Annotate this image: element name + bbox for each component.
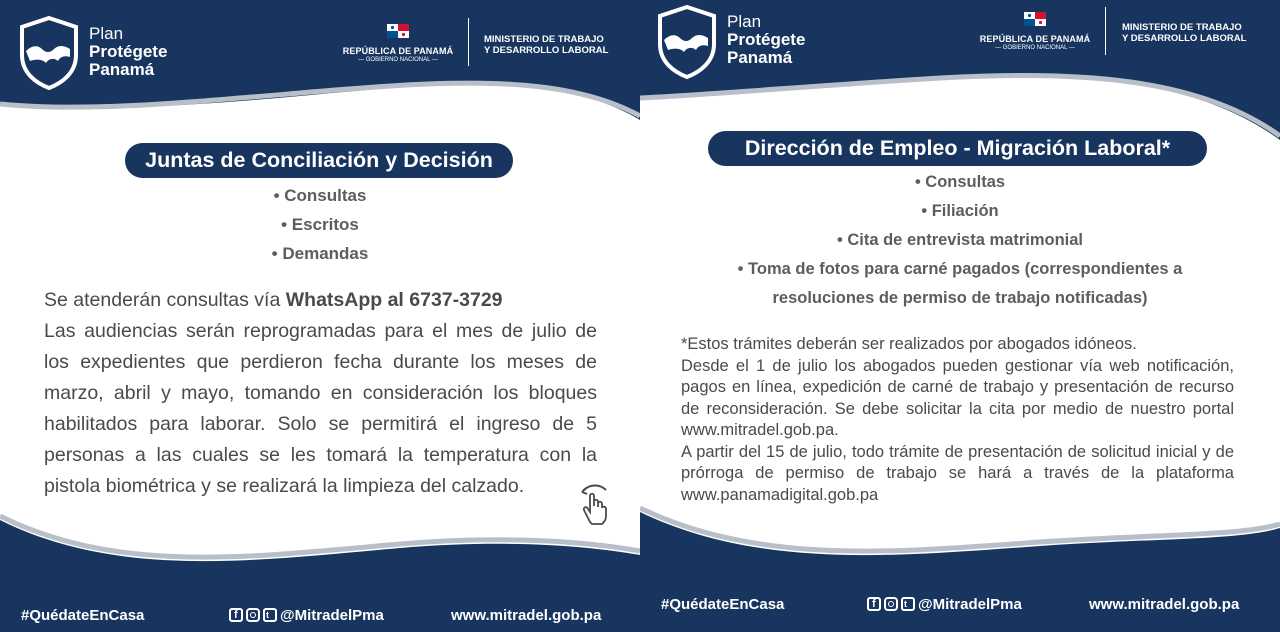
bullet-filiacion: • Filiación: [921, 202, 999, 220]
july1-paragraph: Desde el 1 de julio los abogados pueden gestionar vía web notificación, pagos en línea, expedición de carné de trabajo y presentación de recurso de reconsideración. Se debe solicitar la cita por medio de nuestro portal www.mitradel.gob.pa.: [681, 356, 1234, 439]
whatsapp-number: WhatsApp al 6737-3729: [285, 289, 503, 311]
bullet-demandas: • Demandas: [271, 244, 369, 263]
service-bullet-list: [0, 181, 640, 268]
social-handle: @MitradelPma: [280, 607, 384, 624]
panama-flag-icon: [1024, 12, 1046, 26]
shield-map-icon: [18, 15, 80, 91]
instagram-icon: [246, 608, 260, 622]
republic-block: [976, 12, 1094, 51]
bullet-escritos: • Escritos: [281, 215, 359, 234]
social-handle: @MitradelPma: [918, 596, 1022, 613]
instagram-icon: [884, 597, 898, 611]
facebook-icon: f: [229, 608, 243, 622]
gov-national-label: — GOBIERNO NACIONAL —: [995, 45, 1075, 51]
bullet-cita-entrevista: • Cita de entrevista matrimonial: [836, 231, 1084, 249]
ministry-name: [1122, 22, 1246, 44]
service-bullet-list: [640, 168, 1280, 313]
hearings-paragraph: Las audiencias serán reprogramadas para el mes de julio de los expedientes que perdieron fecha durante los meses de marzo, abril y mayo, tomando en consideración los bloques habilitados para laborar. Solo se permitirá el ingreso de 5 personas a las cuales se les tomará la temperatura con la pistola biométrica y se realizará la limpieza del calzado.: [44, 320, 597, 497]
info-paragraph: [681, 334, 1234, 506]
social-handle-group: [229, 607, 384, 624]
hashtag-label: #QuédateEnCasa: [661, 596, 785, 613]
protegete-label: Protégete: [727, 30, 806, 49]
infographic-panel-empleo: [640, 0, 1280, 632]
whatsapp-line: [44, 285, 597, 316]
protegete-label: Protégete: [89, 42, 168, 61]
hand-pointer-icon: [578, 482, 612, 528]
panama-flag-icon: [387, 24, 409, 38]
shield-map-icon: [656, 4, 718, 80]
plan-protegete-logo-text: [727, 13, 805, 66]
republic-label: REPÚBLICA DE PANAMÁ: [979, 34, 1091, 44]
bullet-consultas: • Consultas: [273, 186, 367, 205]
info-paragraph: [44, 285, 597, 502]
facebook-icon: f: [867, 597, 881, 611]
ministry-name: [484, 34, 608, 56]
ministry-line1: MINISTERIO DE TRABAJO: [1122, 22, 1242, 33]
whatsapp-prefix: Se atenderán consultas vía: [44, 289, 286, 311]
website-link[interactable]: www.mitradel.gob.pa: [451, 607, 602, 624]
panel-background: [640, 0, 1280, 632]
social-handle-group: [867, 596, 1022, 613]
section-title-empleo: Dirección de Empleo - Migración Laboral*: [708, 131, 1207, 166]
website-link[interactable]: www.mitradel.gob.pa: [1089, 596, 1240, 613]
july15-paragraph: A partir del 15 de julio, todo trámite de presentación de solicitud inicial y de prórroga de permiso de trabajo se hará a través de la plataforma www.panamadigital.gob.pa: [681, 442, 1234, 504]
section-title-juntas: Juntas de Conciliación y Decisión: [125, 143, 513, 178]
plan-label: Plan: [727, 12, 762, 31]
plan-protegete-logo-text: [89, 25, 167, 78]
gov-national-label: — GOBIERNO NACIONAL —: [358, 57, 438, 63]
header-divider: [1105, 7, 1106, 55]
republic-label: REPÚBLICA DE PANAMÁ: [342, 46, 454, 56]
bullet-toma-fotos-cont: resoluciones de permiso de trabajo notificadas): [772, 289, 1148, 307]
plan-label: Plan: [89, 24, 124, 43]
ministry-line1: MINISTERIO DE TRABAJO: [484, 34, 604, 45]
panama-label: Panamá: [89, 60, 155, 79]
hashtag-label: #QuédateEnCasa: [21, 607, 145, 624]
twitter-icon: t: [263, 608, 277, 622]
twitter-icon: t: [901, 597, 915, 611]
republic-block: [339, 24, 457, 63]
bullet-toma-fotos: • Toma de fotos para carné pagados (correspondientes a: [737, 260, 1183, 278]
lawyers-note: *Estos trámites deberán ser realizados por abogados idóneos.: [681, 335, 1137, 353]
ministry-line2: Y DESARROLLO LABORAL: [484, 45, 609, 56]
header-divider: [468, 18, 469, 66]
panama-label: Panamá: [727, 48, 793, 67]
ministry-line2: Y DESARROLLO LABORAL: [1122, 33, 1247, 44]
bullet-consultas: • Consultas: [914, 173, 1006, 191]
